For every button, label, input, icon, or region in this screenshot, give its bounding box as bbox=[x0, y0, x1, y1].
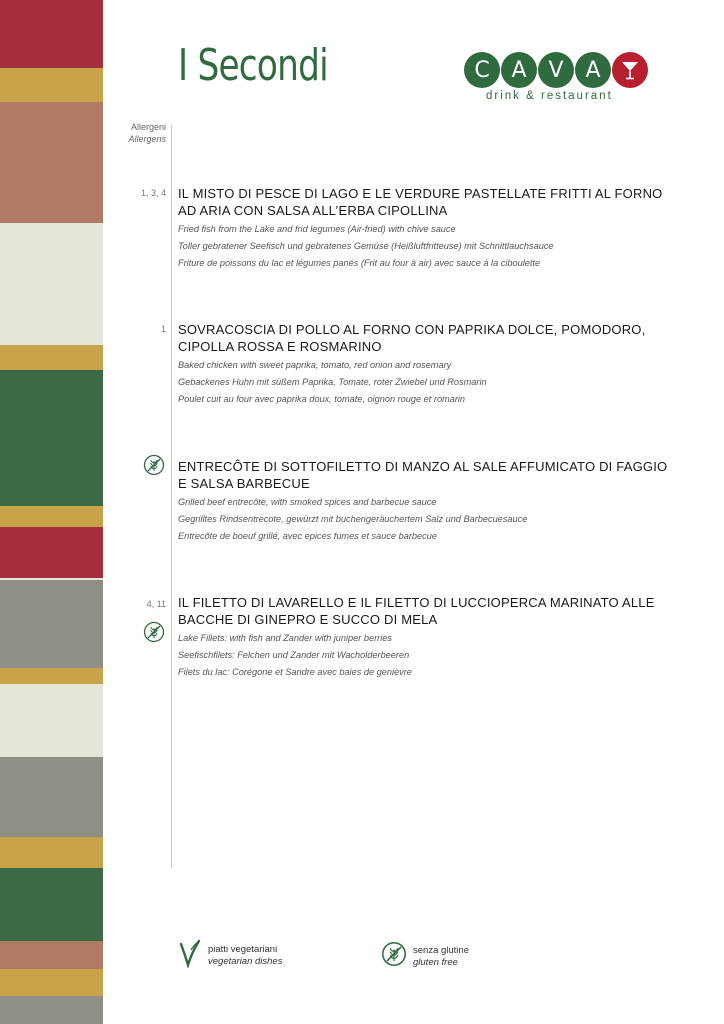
allergens-label-it: Allergeni bbox=[130, 122, 166, 132]
color-stripe bbox=[0, 668, 103, 684]
color-stripe bbox=[0, 969, 103, 996]
gluten-free-icon bbox=[143, 621, 165, 643]
dish-desc-fr: Poulet cuit au four avec paprika doux, tomate, oignon rouge et romarin bbox=[178, 394, 466, 404]
cocktail-glass-icon bbox=[612, 52, 648, 88]
dish-desc-de: Seefischfilets: Felchen und Zander mit Wacholderbeeren bbox=[178, 650, 410, 660]
dish-item bbox=[178, 185, 678, 272]
side-color-stripes bbox=[0, 0, 103, 1024]
allergens-header bbox=[106, 121, 166, 145]
legend-gluten-free-en: gluten free bbox=[413, 956, 458, 968]
dish-allergens: 1 bbox=[160, 324, 166, 334]
color-stripe bbox=[0, 684, 103, 757]
dish-desc-de: Toller gebratener Seefisch und gebratenes Gemüse (Heißluftfritteuse) mit Schnittlauchsauce bbox=[178, 241, 554, 251]
legend-vegetarian-it: piatti vegetariani bbox=[208, 943, 278, 955]
dish-desc-fr: Entrecôte de boeuf grillé, avec epices fumes et sauce barbecue bbox=[178, 531, 437, 541]
dish-desc-de: Gegrilltes Rindsentrecote, gewürzt mit buchengeräuchertem Salz und Barbecuesauce bbox=[178, 514, 528, 524]
legend-vegetarian-en: vegetarian dishes bbox=[208, 955, 283, 967]
page-title: I Secondi bbox=[178, 40, 328, 91]
color-stripe bbox=[0, 996, 103, 1024]
dish-desc-fr: Friture de poissons du lac et légumes panés (Frit au four à air) avec sauce à la ciboulette bbox=[178, 258, 541, 268]
vegetarian-icon bbox=[178, 938, 202, 973]
dish-item bbox=[178, 321, 678, 408]
logo-letter: V bbox=[538, 52, 574, 88]
legend-vegetarian bbox=[178, 938, 282, 973]
dish-desc-en: Grilled beef entrecôte, with smoked spices and barbecue sauce bbox=[178, 497, 437, 507]
color-stripe bbox=[0, 102, 103, 223]
dish-title: IL FILETTO DI LAVARELLO E IL FILETTO DI LUCCIOPERCA MARINATO ALLE BACCHE DI GINEPRO E SUCCO DI MELA bbox=[178, 595, 655, 627]
dish-desc-de: Gebackenes Huhn mit süßem Paprika, Tomate, roter Zwiebel und Rosmarin bbox=[178, 377, 487, 387]
legend-vegetarian-text bbox=[208, 944, 282, 968]
dish-item bbox=[178, 594, 678, 681]
color-stripe bbox=[0, 0, 103, 68]
color-stripe bbox=[0, 837, 103, 868]
dish-desc-fr: Filets du lac: Corégone et Sandre avec baies de genièvre bbox=[178, 667, 412, 677]
logo-letter: A bbox=[575, 52, 611, 88]
allergens-label-en: Allergens bbox=[128, 134, 166, 144]
color-stripe bbox=[0, 506, 103, 527]
legend-gluten-free bbox=[381, 941, 469, 972]
logo-letter: A bbox=[501, 52, 537, 88]
dish-desc-en: Lake Fillets: with fish and Zander with juniper berries bbox=[178, 633, 392, 643]
logo-tagline: drink & restaurant bbox=[486, 90, 613, 102]
legend-gluten-free-text bbox=[413, 945, 469, 969]
dish-desc-en: Fried fish from the Lake and frid legumes (Air-fried) with chive sauce bbox=[178, 224, 456, 234]
dish-title: ENTRECÔTE DI SOTTOFILETTO DI MANZO AL SALE AFFUMICATO DI FAGGIO E SALSA BARBECUE bbox=[178, 459, 668, 491]
column-divider bbox=[171, 125, 172, 868]
legend-gluten-free-it: senza glutine bbox=[413, 944, 469, 956]
color-stripe bbox=[0, 68, 103, 102]
dish-title: SOVRACOSCIA DI POLLO AL FORNO CON PAPRIKA DOLCE, POMODORO, CIPOLLA ROSSA E ROSMARINO bbox=[178, 322, 646, 354]
cava-logo bbox=[464, 52, 656, 106]
color-stripe bbox=[0, 580, 103, 668]
dish-allergens: 4, 11 bbox=[146, 599, 166, 609]
dish-allergens: 1, 3, 4 bbox=[140, 188, 166, 198]
color-stripe bbox=[0, 345, 103, 370]
logo-letters bbox=[464, 52, 649, 88]
color-stripe bbox=[0, 223, 103, 345]
gluten-free-icon bbox=[143, 454, 165, 476]
dish-desc-en: Baked chicken with sweet paprika, tomato, red onion and rosemary bbox=[178, 360, 452, 370]
color-stripe bbox=[0, 868, 103, 941]
dish-item bbox=[178, 458, 678, 545]
color-stripe bbox=[0, 370, 103, 506]
gluten-free-icon bbox=[381, 941, 407, 972]
color-stripe bbox=[0, 527, 103, 578]
color-stripe bbox=[0, 757, 103, 837]
logo-letter: C bbox=[464, 52, 500, 88]
color-stripe bbox=[0, 941, 103, 969]
dish-title: IL MISTO DI PESCE DI LAGO E LE VERDURE PASTELLATE FRITTI AL FORNO AD ARIA CON SALSA ALL’ERBA CIPOLLINA bbox=[178, 186, 663, 218]
